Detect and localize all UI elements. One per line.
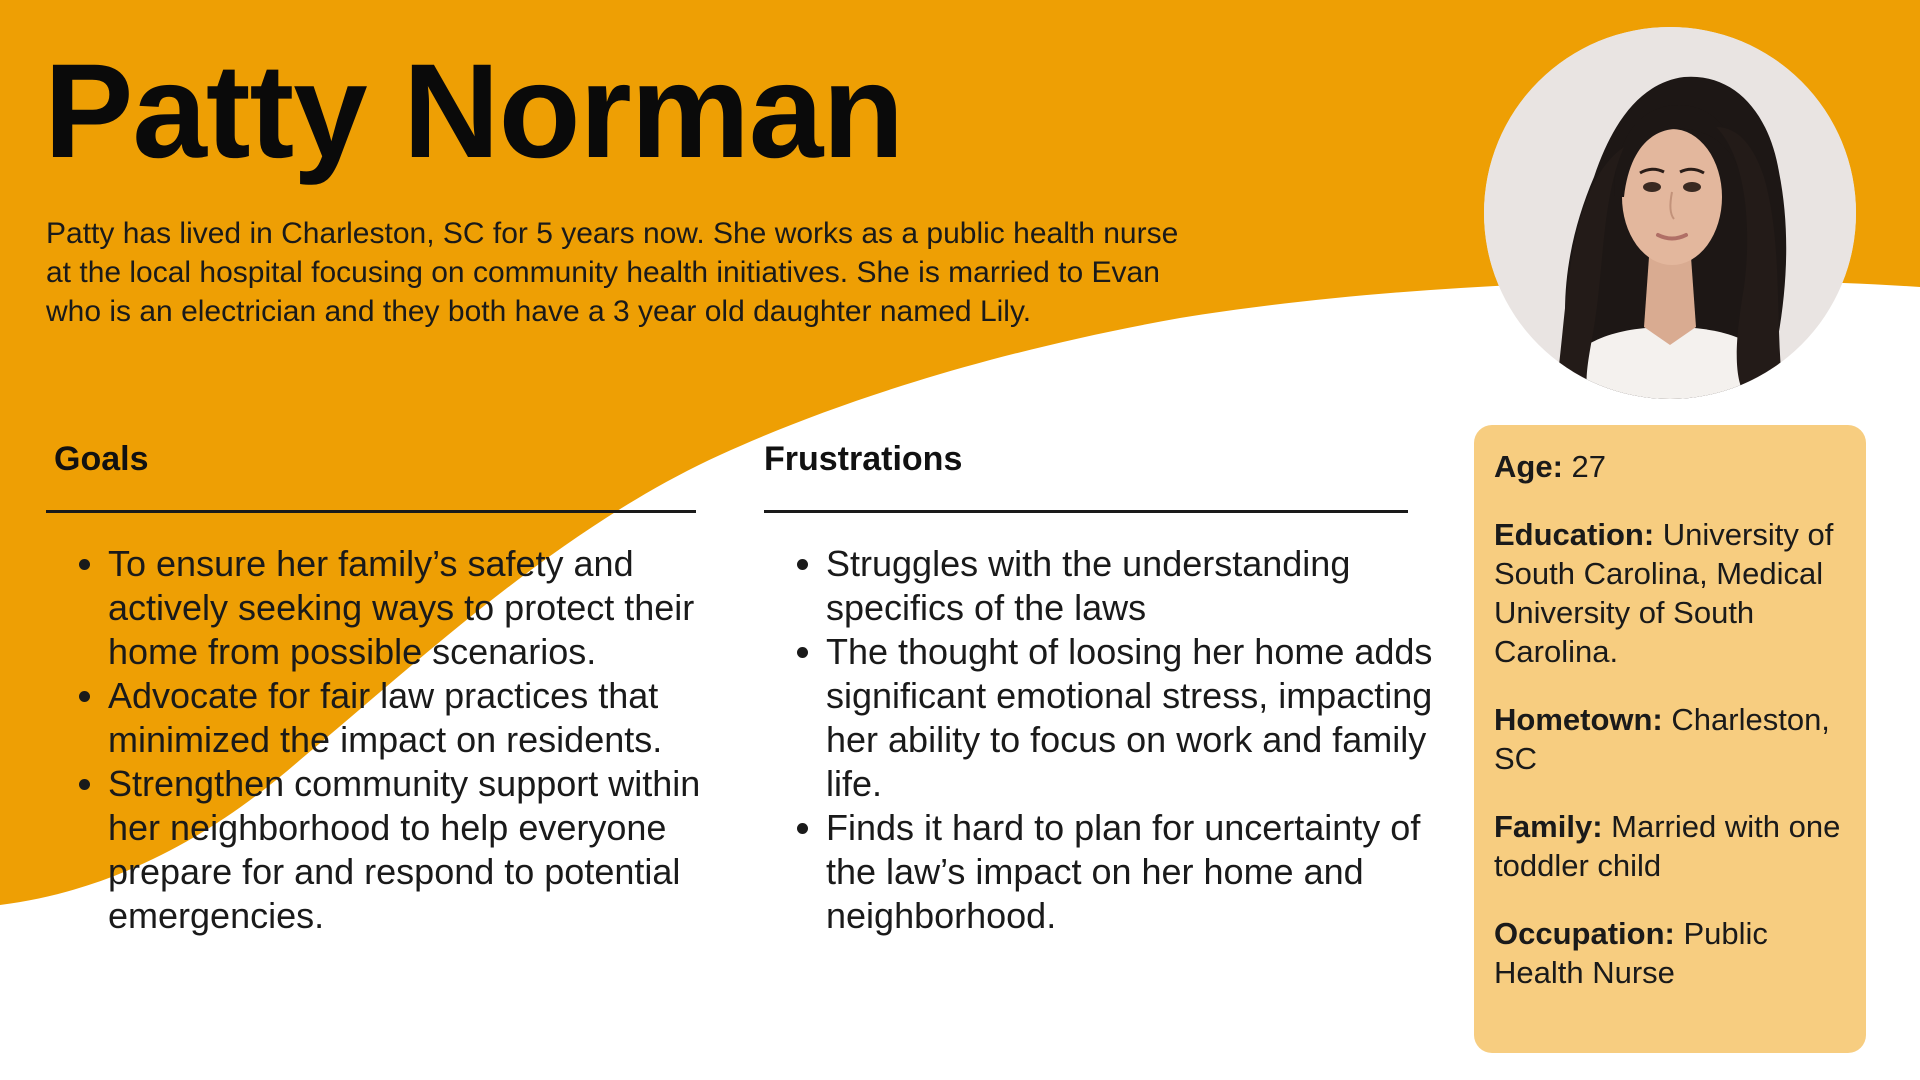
- portrait-illustration: [1484, 27, 1856, 399]
- family-value: Married with one toddler child: [1494, 809, 1841, 883]
- frustration-item: • The thought of loosing her home adds significant emotional stress, impacting her ability to focus on work and family life.: [826, 630, 1476, 806]
- persona-bio: Patty has lived in Charleston, SC for 5 years now. She works as a public health nurse at the local hospital focusing on community health initiatives. She is married to Evan who is an electrician and they both have a 3 year old daughter named Lily.: [46, 217, 1179, 328]
- frustrations-divider: [764, 510, 1408, 513]
- goals-heading: Goals: [54, 440, 149, 478]
- info-card: [1474, 425, 1866, 1053]
- hometown-label: Hometown:: [1494, 702, 1663, 737]
- goals-divider: [46, 510, 696, 513]
- age-value: 27: [1571, 449, 1606, 484]
- info-occupation: [1494, 914, 1848, 992]
- occupation-value: Public Health Nurse: [1494, 916, 1768, 990]
- occupation-label: Occupation:: [1494, 916, 1675, 951]
- education-label: Education:: [1494, 517, 1655, 552]
- goal-item: • To ensure her family’s safety and actively seeking ways to protect their home from possible scenarios.: [108, 542, 748, 674]
- age-label: Age:: [1494, 449, 1563, 484]
- frustrations-list: [764, 542, 1476, 938]
- hometown-value: Charleston, SC: [1494, 702, 1830, 776]
- education-value: University of South Carolina, Medical University of South Carolina.: [1494, 517, 1834, 669]
- portrait-photo: [1484, 27, 1856, 399]
- info-hometown: [1494, 700, 1848, 778]
- frustration-item: • Struggles with the understanding specifics of the laws: [826, 542, 1476, 630]
- goals-list: [46, 542, 748, 938]
- info-age: [1494, 447, 1848, 486]
- info-education: [1494, 515, 1848, 671]
- goal-item: • Advocate for fair law practices that minimized the impact on residents.: [108, 674, 748, 762]
- frustrations-heading: Frustrations: [764, 440, 963, 478]
- frustration-item: • Finds it hard to plan for uncertainty of the law’s impact on her home and neighborhood.: [826, 806, 1476, 938]
- persona-name: Patty Norman: [44, 37, 904, 186]
- family-label: Family:: [1494, 809, 1603, 844]
- info-family: [1494, 807, 1848, 885]
- goal-item: • Strengthen community support within her neighborhood to help everyone prepare for and respond to potential emergencies.: [108, 762, 748, 938]
